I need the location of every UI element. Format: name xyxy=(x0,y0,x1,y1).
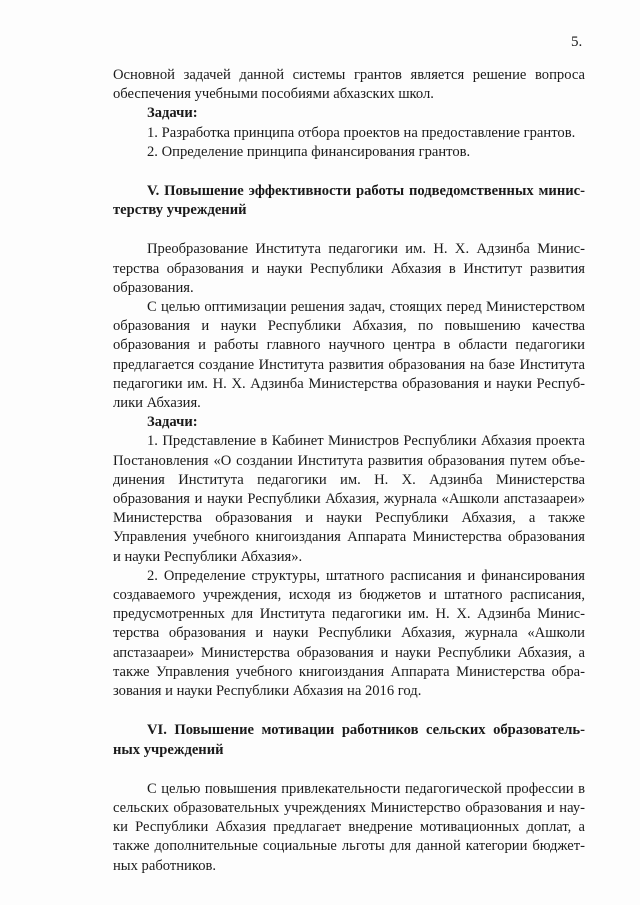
section-5-task-1 xyxy=(113,432,585,566)
text-line: образования и науки Республики Абхазия, по повышению качества xyxy=(113,318,585,335)
intro-tasks-list xyxy=(113,124,585,162)
text-line: образования и работы главного научного центра в области педагогики xyxy=(113,337,585,354)
text-line: 1. Представление в Кабинет Министров Республики Абхазия проекта xyxy=(147,433,585,450)
list-item: 1. Разработка принципа отбора проектов на предоставление грантов. xyxy=(147,124,576,141)
heading-line: VI. Повышение мотивации работников сельских образователь- xyxy=(147,722,585,739)
text-line: обеспечения учебными пособиями абхазских школ. xyxy=(113,86,434,103)
tasks-label: Задачи: xyxy=(147,105,198,122)
text-line: Постановления «О создании Института развития образования путем объе- xyxy=(113,452,585,469)
document-body xyxy=(113,66,585,876)
section-6-title xyxy=(113,721,585,759)
text-line: С целью повышения привлекательности педагогической профессии в xyxy=(147,780,585,797)
section-5-task-2 xyxy=(113,567,585,701)
text-line: ки Республики Абхазия предлагает внедрение мотивационных доплат, а xyxy=(113,819,585,836)
tasks-label: Задачи: xyxy=(147,414,198,431)
list-item: 2. Определение принципа финансирования грантов. xyxy=(147,143,471,160)
text-line: ных работников. xyxy=(113,857,217,874)
text-line: С целью оптимизации решения задач, стоящих перед Министерством xyxy=(147,299,585,316)
text-line: 2. Определение структуры, штатного расписания и финансирования xyxy=(147,567,585,584)
text-line: образования и науки Республики Абхазия, журнала «Ашколи апстазаареи» xyxy=(113,491,585,508)
text-line: создаваемого учреждения, исходя из бюджетов и штатного расписания, xyxy=(113,587,585,604)
section-5-title xyxy=(113,182,585,220)
text-line: педагогики им. Н. Х. Адзинба Министерства образования и науки Респуб- xyxy=(113,375,585,392)
intro-paragraph xyxy=(113,66,585,104)
text-line: Управления учебного книгоиздания Аппарата Министерства образования xyxy=(113,529,585,546)
text-line: предусмотренных для Института педагогики им. Н. Х. Адзинба Минис- xyxy=(113,606,585,623)
section-5-paragraph-1 xyxy=(113,240,585,298)
text-line: Основной задачей данной системы грантов является решение вопроса xyxy=(113,67,585,83)
text-line: зования и науки Республики Абхазия на 2016 год. xyxy=(113,683,422,700)
text-line: сельских образовательных учреждениях Министерство образования и нау- xyxy=(113,799,585,816)
text-line: динения Института педагогики им. Н. Х. Адзинба Министерства xyxy=(113,471,585,488)
text-line: терства образования и науки Республики Абхазия в Институт развития xyxy=(113,260,585,277)
text-line: предлагается создание Института развития образования на базе Института xyxy=(113,356,585,373)
section-5-paragraph-2 xyxy=(113,298,585,413)
section-6-paragraph-1 xyxy=(113,780,585,876)
page-number: 5. xyxy=(571,34,583,50)
text-line: также Управления учебного книгоиздания Аппарата Министерства обра- xyxy=(113,663,585,680)
heading-line: терству учреждений xyxy=(113,202,247,219)
heading-line: V. Повышение эффективности работы подведомственных минис- xyxy=(147,183,585,200)
heading-line: ных учреждений xyxy=(113,741,224,758)
text-line: Преобразование Института педагогики им. Н. Х. Адзинба Минис- xyxy=(147,241,585,258)
text-line: терства образования и науки Республики Абхазия, журнала «Ашколи xyxy=(113,625,585,642)
text-line: также дополнительные социальные льготы для данной категории бюджет- xyxy=(113,838,585,855)
text-line: лики Абхазия. xyxy=(113,395,201,412)
text-line: образования. xyxy=(113,279,194,296)
text-line: и науки Республики Абхазия». xyxy=(113,548,303,565)
text-line: Министерства образования и науки Республики Абхазия, а также xyxy=(113,510,585,527)
text-line: апстазаареи» Министерства образования и науки Республики Абхазия, а xyxy=(113,644,585,661)
